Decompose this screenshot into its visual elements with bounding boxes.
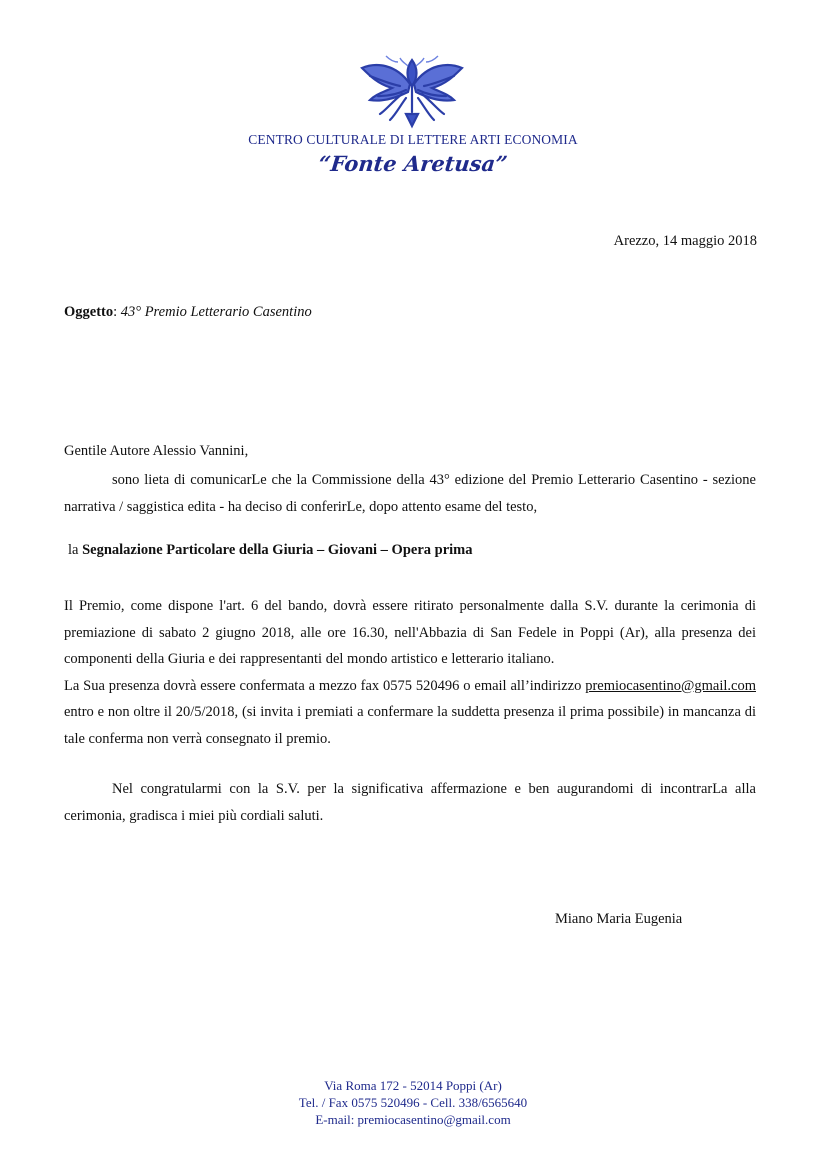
letter-date: Arezzo, 14 maggio 2018 [613, 233, 757, 249]
award-title: Segnalazione Particolare della Giuria – Giovani – Opera prima [82, 542, 473, 558]
confirmation-text [64, 673, 756, 753]
subject-value: 43° Premio Letterario Casentino [120, 304, 312, 320]
dove-logo-icon [356, 54, 468, 130]
ceremony-text: Il Premio, come dispone l'art. 6 del bando, dovrà essere ritirato personalmente dalla S.V. durante la cerimonia di premiazione di sabato 2 giugno 2018, alle ore 16.30, nell'Abbazia di San Fedele in Poppi (Ar), alla presenza dei componenti della Giuria e dei rappresentanti del mondo artistico e letterario italiano. [64, 598, 756, 667]
organization-motto: “Fonte Aretusa” [317, 151, 509, 176]
footer-phones: Tel. / Fax 0575 520496 - Cell. 338/6565640 [298, 1095, 528, 1110]
confirmation-intro: La Sua presenza dovrà essere confermata a mezzo fax 0575 520496 o email all’indirizzo [64, 677, 582, 694]
email-link[interactable]: premiocasentino@gmail.com [585, 677, 756, 694]
signature: Miano Maria Eugenia [555, 911, 683, 927]
award-prefix: la [68, 542, 83, 558]
subject-label: Oggetto [64, 304, 114, 320]
paragraph-closing: Nel congratularmi con la S.V. per la significativa affermazione e ben augurandomi di incontrarLa alla cerimonia, gradisca i miei più cordiali saluti. [64, 781, 756, 824]
footer-email: E-mail: premiocasentino@gmail.com [315, 1112, 511, 1127]
confirmation-deadline: entro e non oltre il 20/5/2018, (si invita i premiati a confermare la suddetta presenza il prima possibile) in mancanza di tale conferma non verrà consegnato il premio. [64, 704, 756, 747]
award-line [68, 542, 473, 559]
subject-line [64, 304, 312, 321]
paragraph-communication: sono lieta di comunicarLe che la Commissione della 43° edizione del Premio Letterario Casentino - sezione narrativa / saggistica edita - ha deciso di conferirLe, dopo attento esame del testo, [64, 472, 756, 515]
greeting: Gentile Autore Alessio Vannini, [64, 443, 249, 459]
subject-separator: : [113, 304, 121, 320]
organization-name: CENTRO CULTURALE DI LETTERE ARTI ECONOMIA [248, 132, 578, 147]
paragraph-ceremony [64, 593, 756, 752]
footer-address: Via Roma 172 - 52014 Poppi (Ar) [324, 1078, 502, 1093]
